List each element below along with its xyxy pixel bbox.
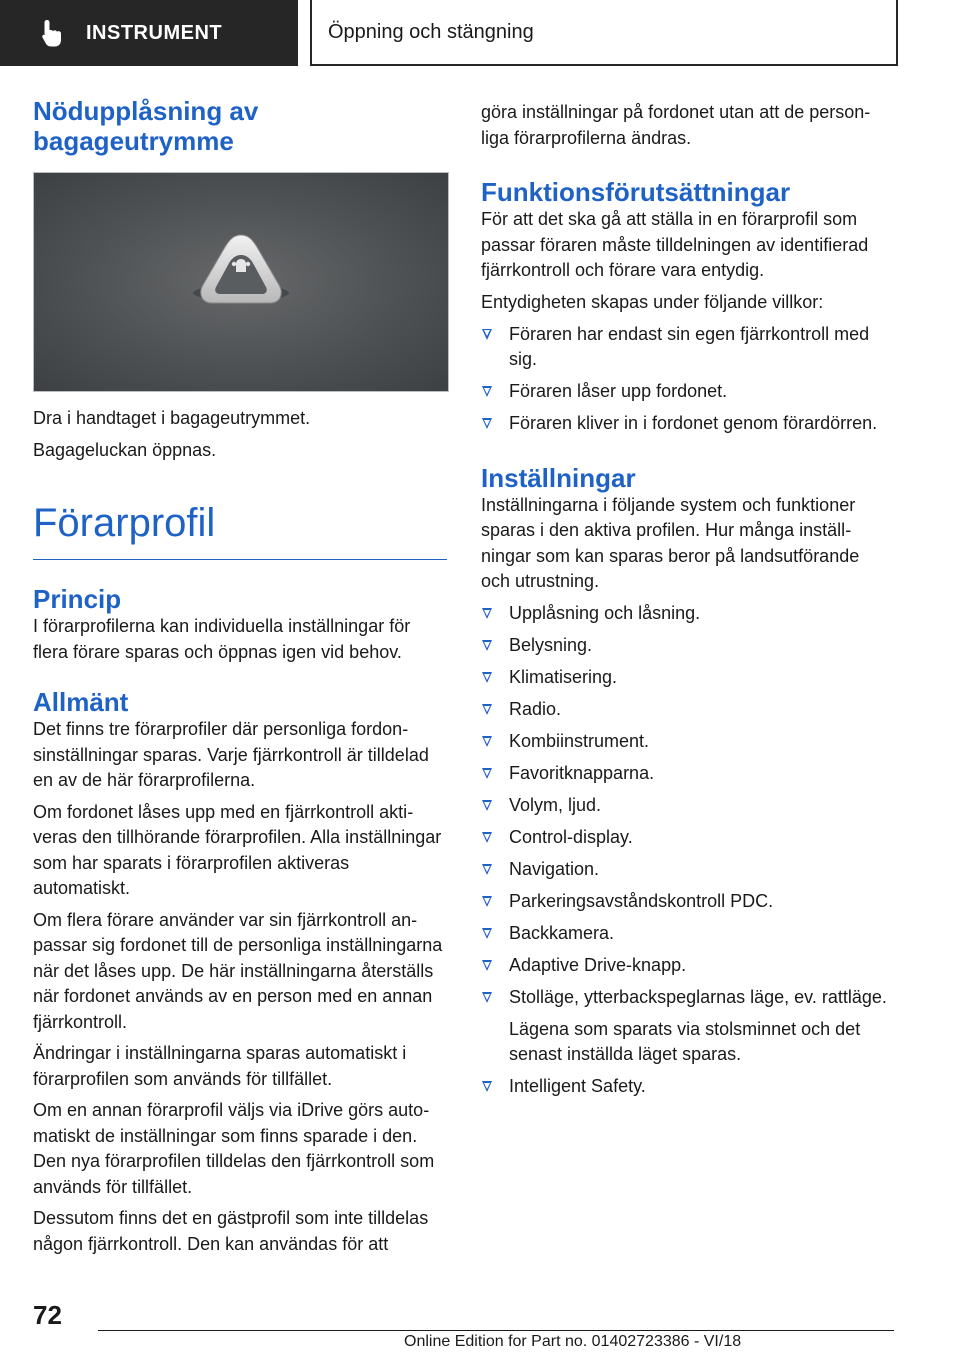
- trunk-release-handle-icon: [34, 173, 448, 391]
- triangle-bullet-icon: [482, 992, 492, 1003]
- general-paragraph-4: Ändringar i inställningarna sparas automatiskt i förarprofilen som används för tillfället.: [33, 1043, 407, 1089]
- left-column: [33, 96, 447, 1257]
- triangle-bullet-icon: [482, 832, 492, 843]
- prerequisites-paragraph-1: För att det ska gå att ställa in en förarprofil som passar föraren måste tilldelningen av identifierad fjärrkontroll och förare vara entydig.: [481, 209, 869, 280]
- photo-caption-2: Bagageluckan öppnas.: [33, 439, 217, 460]
- general-paragraph-1: Det finns tre förarprofiler där personliga fordonsinställningar sparas. Varje fjärrkontroll är tilldelad en av de här förarprofilerna.: [33, 719, 429, 790]
- prerequisites-paragraph-2: Entydigheten skapas under följande villkor:: [481, 291, 824, 312]
- list-item: Intelligent Safety.: [481, 1074, 891, 1100]
- page-number: 72: [33, 1300, 62, 1330]
- list-item: Adaptive Drive-knapp.: [481, 953, 891, 979]
- triangle-bullet-icon: [482, 864, 492, 875]
- list-item: Kombiinstrument.: [481, 729, 891, 755]
- list-item: Navigation.: [481, 857, 891, 883]
- triangle-bullet-icon: [482, 960, 492, 971]
- principle-text: I förarprofilerna kan individuella inställningar för flera förare sparas och öppnas igen vid behov.: [33, 616, 411, 662]
- list-item: Föraren kliver in i fordonet genom förardörren.: [481, 411, 891, 437]
- settings-paragraph-1: Inställningarna i följande system och funktioner sparas i den aktiva profilen. Hur många inställningar som kan sparas beror på landsutförande och utrustning.: [481, 494, 860, 591]
- heading-general: Allmänt: [33, 687, 129, 717]
- triangle-bullet-icon: [482, 928, 492, 939]
- list-item: Backkamera.: [481, 921, 891, 947]
- list-item: Parkeringsavståndskontroll PDC.: [481, 889, 891, 915]
- list-item: Favoritknapparna.: [481, 761, 891, 787]
- continued-text: göra inställningar på fordonet utan att de personliga förarprofilerna ändras.: [481, 102, 871, 148]
- list-item: Radio.: [481, 697, 891, 723]
- settings-list: [481, 601, 891, 1100]
- triangle-bullet-icon: [482, 768, 492, 779]
- heading-prerequisites: Funktionsförutsättningar: [481, 177, 791, 207]
- trunk-handle-photo: [33, 172, 449, 392]
- triangle-bullet-icon: [482, 386, 492, 397]
- chapter-tab: [310, 0, 898, 66]
- triangle-bullet-icon: [482, 418, 492, 429]
- list-item: Föraren har endast sin egen fjärrkontroll med sig.: [481, 322, 891, 373]
- list-item: Volym, ljud.: [481, 793, 891, 819]
- triangle-bullet-icon: [482, 608, 492, 619]
- triangle-bullet-icon: [482, 672, 492, 683]
- general-paragraph-5: Om en annan förarprofil väljs via iDrive görs automatiskt de inställningar som finns sparade i den. Den nya förarprofilen tilldelas den fjärrkontroll som används för tillfället.: [33, 1100, 435, 1197]
- list-item: Stolläge, ytterbackspeglarnas läge, ev. rattläge. Lägena som sparats via stolsminnet och det senast inställda läget sparas.: [481, 985, 891, 1068]
- triangle-bullet-icon: [482, 800, 492, 811]
- conditions-list: [481, 322, 891, 437]
- triangle-bullet-icon: [482, 329, 492, 340]
- triangle-bullet-icon: [482, 896, 492, 907]
- triangle-bullet-icon: [482, 640, 492, 651]
- list-item: Control-display.: [481, 825, 891, 851]
- photo-caption-1: Dra i handtaget i bagageutrymmet.: [33, 408, 311, 428]
- heading-settings: Inställningar: [481, 462, 636, 493]
- list-item: Upplåsning och låsning.: [481, 601, 891, 627]
- triangle-bullet-icon: [482, 736, 492, 747]
- heading-driver-profile: Förarprofil: [33, 501, 216, 545]
- section-title: INSTRUMENT: [86, 21, 223, 44]
- heading-emergency-unlock: Nödupplåsning av bagageutrymme: [33, 96, 259, 156]
- section-tab: [0, 0, 298, 66]
- list-item: Föraren låser upp fordonet.: [481, 379, 891, 405]
- list-item-note: Lägena som sparats via stolsminnet och det senast inställda läget sparas.: [509, 1018, 861, 1064]
- heading-principle: Princip: [33, 584, 122, 614]
- list-item: Belysning.: [481, 633, 891, 659]
- list-item: Klimatisering.: [481, 665, 891, 691]
- triangle-bullet-icon: [482, 1081, 492, 1092]
- right-column: [481, 100, 891, 1100]
- general-paragraph-2: Om fordonet låses upp med en fjärrkontroll aktiveras den tillhörande förarprofilen. Alla inställningar som har sparats i förarprofilen aktiveras automatiskt.: [33, 801, 442, 898]
- edition-note: Online Edition for Part no. 01402723386 - VI/18: [404, 1333, 742, 1350]
- general-paragraph-6: Dessutom finns det en gästprofil som inte tilldelas någon fjärrkontroll. Den kan användas för att: [33, 1208, 429, 1254]
- hand-pointer-icon: [40, 18, 66, 48]
- footer-rule: [98, 1330, 894, 1331]
- general-paragraph-3: Om flera förare använder var sin fjärrkontroll anpassar sig fordonet till de personliga inställningarna när det låses upp. De här inställningarna återställs när fordonet används av en person med en annan fjärrkontroll.: [33, 909, 443, 1032]
- chapter-title: Öppning och stängning: [328, 20, 534, 43]
- triangle-bullet-icon: [482, 704, 492, 715]
